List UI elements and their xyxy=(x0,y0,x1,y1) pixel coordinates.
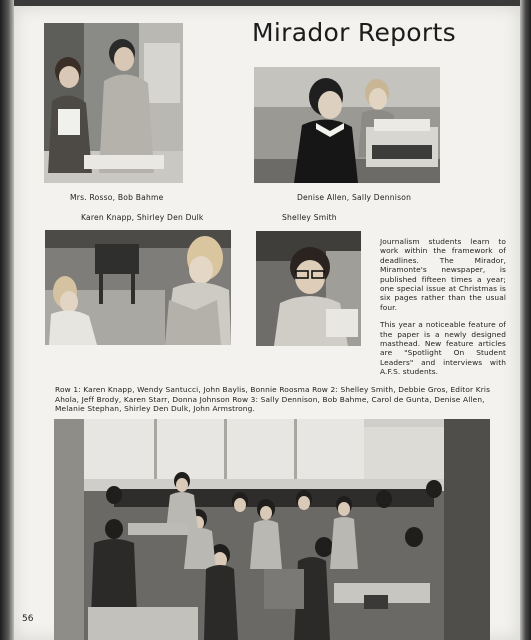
page-edge-right xyxy=(520,0,531,640)
photo-group-staff xyxy=(54,419,490,640)
photo-rosso-bahme xyxy=(44,23,183,183)
article-body xyxy=(380,237,506,385)
article-paragraph-1: Journalism students learn to work within the framework of deadlines. The Mirador, Miramonte's newspaper, is published fifteen times a year; one special issue at Christmas is six pages rather than the usual four. xyxy=(380,237,506,312)
page-title: Mirador Reports xyxy=(252,18,456,47)
caption-rosso-bahme: Mrs. Rosso, Bob Bahme xyxy=(70,193,164,202)
photo-knapp-dendulk xyxy=(45,230,231,345)
article-paragraph-2: This year a noticeable feature of the paper is a newly designed masthead. New feature articles are "Spotlight On Student Leaders" and interviews with A.F.S. students. xyxy=(380,320,506,377)
page-number: 56 xyxy=(22,614,34,624)
binding-shadow-left xyxy=(0,0,14,640)
caption-allen-dennison: Denise Allen, Sally Dennison xyxy=(297,193,412,202)
group-photo-caption: Row 1: Karen Knapp, Wendy Santucci, John Baylis, Bonnie Roosma Row 2: Shelley Smith, Debbie Gros, Editor Kris Ahola, Jeff Brody, Karen Starr, Donna Johnson Row 3: Sally Dennison, Bob Bahme, Carol de Gunta, Denise Allen, Melanie Stephan, Shirley Den Dulk, John Armstrong. xyxy=(55,385,491,414)
photo-smith xyxy=(256,231,361,346)
caption-knapp-dendulk: Karen Knapp, Shirley Den Dulk xyxy=(81,213,204,222)
photo-allen-dennison xyxy=(254,67,440,183)
caption-smith: Shelley Smith xyxy=(282,213,337,222)
